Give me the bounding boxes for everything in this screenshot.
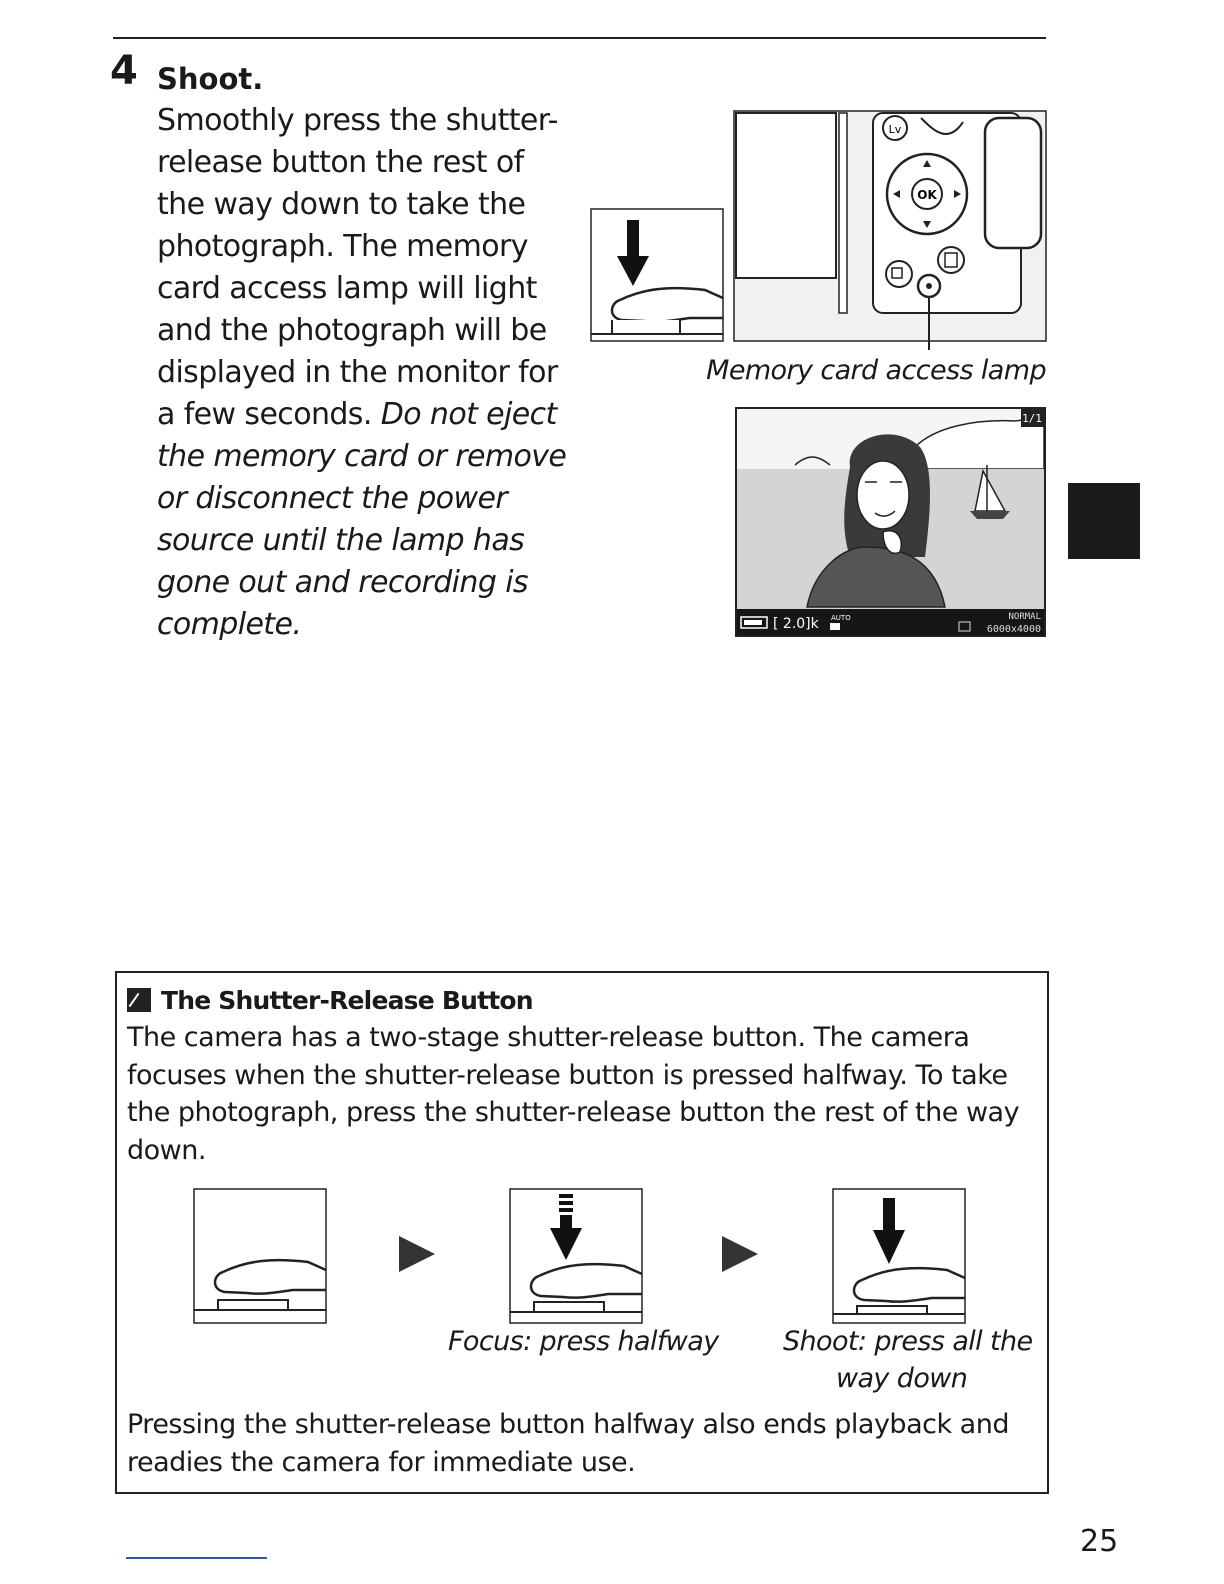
step-title: Shoot. bbox=[157, 62, 264, 96]
note-body: The camera has a two-stage shutter-release button. The camera focuses when the shutter-release button is pressed halfway. To take the photograph, press the shutter-release button the rest of the way down. bbox=[127, 1022, 1020, 1166]
step-body bbox=[157, 100, 577, 646]
top-rule bbox=[113, 37, 1046, 39]
pencil-note-icon bbox=[127, 988, 151, 1012]
shutter-rest-illustration bbox=[193, 1188, 327, 1324]
svg-text:1/1: 1/1 bbox=[1022, 412, 1042, 425]
step-body-text: Smoothly press the shutter-release button the rest of the way down to take the photograph. The memory card access lamp will light and the photograph will be displayed in the monitor for a few seconds. bbox=[157, 103, 558, 432]
page-number: 25 bbox=[1080, 1524, 1119, 1559]
svg-text:[ 2.0]k: [ 2.0]k bbox=[773, 616, 819, 632]
shoot-caption-line2: way down bbox=[836, 1363, 968, 1394]
svg-text:NORMAL: NORMAL bbox=[1008, 612, 1041, 622]
shoot-caption-line1: Shoot: press all the bbox=[783, 1326, 1033, 1357]
shutter-full-press-illustration bbox=[832, 1188, 966, 1324]
svg-text:AUTO: AUTO bbox=[831, 614, 851, 622]
shutter-press-full-illustration bbox=[590, 208, 724, 342]
note-footer-text: Pressing the shutter-release button halfway also ends playback and readies the camera for immediate use. bbox=[127, 1409, 1009, 1478]
camera-back-illustration bbox=[733, 110, 1047, 342]
shutter-half-press-illustration bbox=[509, 1188, 643, 1324]
footer-rule bbox=[126, 1557, 267, 1559]
memory-card-lamp-caption: Memory card access lamp bbox=[706, 355, 1046, 386]
step-number: 4 bbox=[110, 48, 138, 94]
svg-text:OK: OK bbox=[917, 188, 937, 202]
arrow-right-icon bbox=[395, 1232, 437, 1276]
focus-caption: Focus: press halfway bbox=[448, 1326, 719, 1357]
monitor-playback-illustration bbox=[735, 407, 1046, 637]
step-warning: Do not eject the memory card or remove or disconnect the power source until the lamp has gone out and recording is complete. bbox=[157, 397, 567, 642]
arrow-right-icon bbox=[718, 1232, 760, 1276]
note-title-text: The Shutter-Release Button bbox=[161, 986, 533, 1015]
section-tab-marker bbox=[1068, 483, 1140, 559]
svg-text:6000x4000: 6000x4000 bbox=[986, 624, 1041, 635]
note-title bbox=[127, 983, 533, 1019]
svg-text:Lv: Lv bbox=[888, 123, 902, 136]
